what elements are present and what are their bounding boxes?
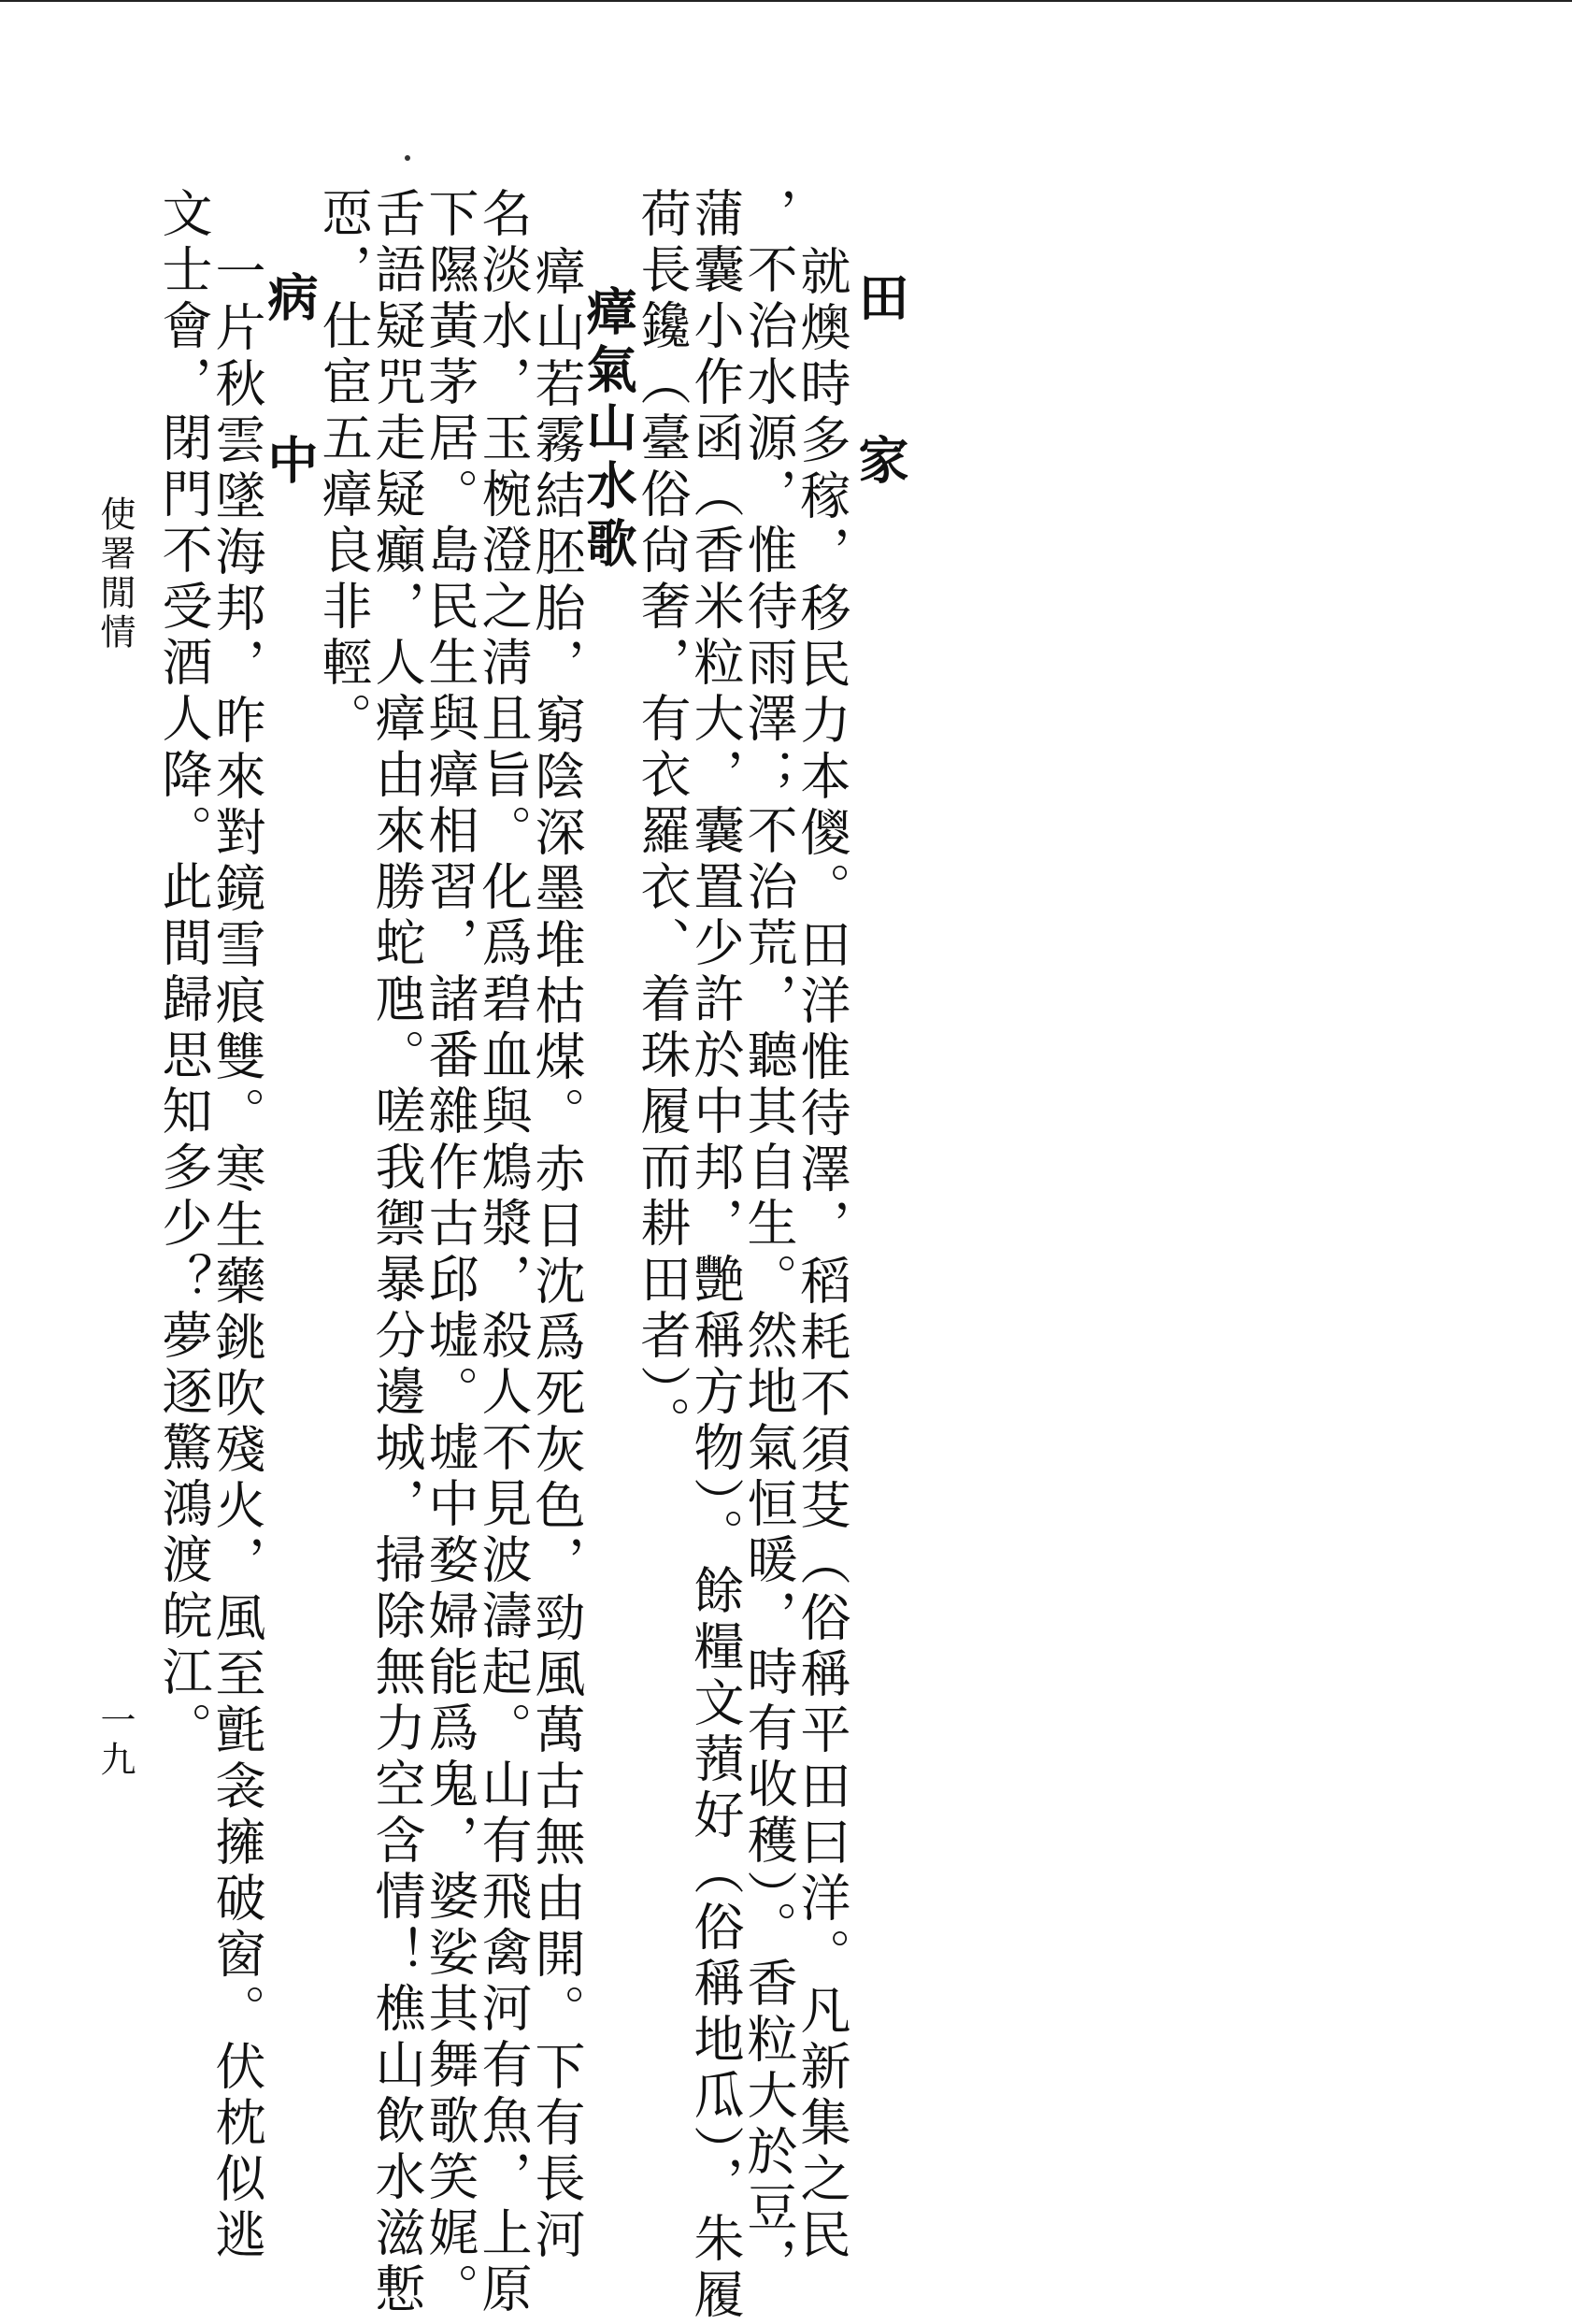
- poem-line: 名淡水，玉椀澄之淸且旨。化爲碧血與鴆漿，殺人不見波濤起。山有飛禽河有魚，上原: [474, 187, 533, 2318]
- poem-line: 舌語疑咒走疑癲，人瘴由來勝蛇虺。嗟我禦暴分邊城，掃除無力空含情！樵山飲水滋慙: [367, 187, 426, 2318]
- section-title-zhangqi: 瘴氣山水歌: [579, 285, 638, 575]
- poem-line: 就燠時多稼，移民力本儍。田洋惟待澤，稻耗不須芟（俗稱平田曰洋。凡新集之民: [793, 245, 851, 2264]
- speck: [405, 155, 410, 161]
- poem-line: 恧，仕宦五瘴良非輕。: [314, 187, 373, 748]
- poem-line: 一片秋雲墜海邦，昨來對鏡雪痕雙。寒生藥銚吹殘火，風至氈衾擁破窗。伏枕似逃: [207, 245, 266, 2264]
- poem-line: 蒲囊小作函（香米粒大，囊置少許於中邦，艷稱方物）。餘糧文蕷好（俗稱地瓜），朱履: [686, 187, 745, 2324]
- top-border: [0, 0, 1572, 2]
- section-title-bingzhong: 病 中: [260, 271, 320, 510]
- poem-line: 下隰黃茅居。島民生與瘴相習，諸番雜作古邱墟。墟中婺婦能爲鬼，婆娑其舞歌笑娓。: [421, 187, 479, 2318]
- section-title-tianjia: 田 家: [850, 271, 910, 510]
- poem-line: 文士會，閉門不受酒人降。此間歸思知多少？夢逐驚鴻渡皖江。: [154, 187, 213, 1757]
- running-title: 使署閒情: [94, 495, 136, 653]
- poem-line: ，不治水源，惟待雨澤；不治荒，聽其自生。然地氣恒暖，時有收穫）。香粒大於豆，: [739, 187, 798, 2293]
- poem-line: 瘴山若霧結胚胎，窮陰深墨堆枯煤。赤日沈爲死灰色，勁風萬古無由開。下有長河: [527, 245, 586, 2264]
- page-number: 一九: [94, 1701, 136, 1780]
- poem-line: 荷長鑱（臺俗尙奢，有衣羅衣、着珠履而耕田者）。: [633, 187, 692, 1452]
